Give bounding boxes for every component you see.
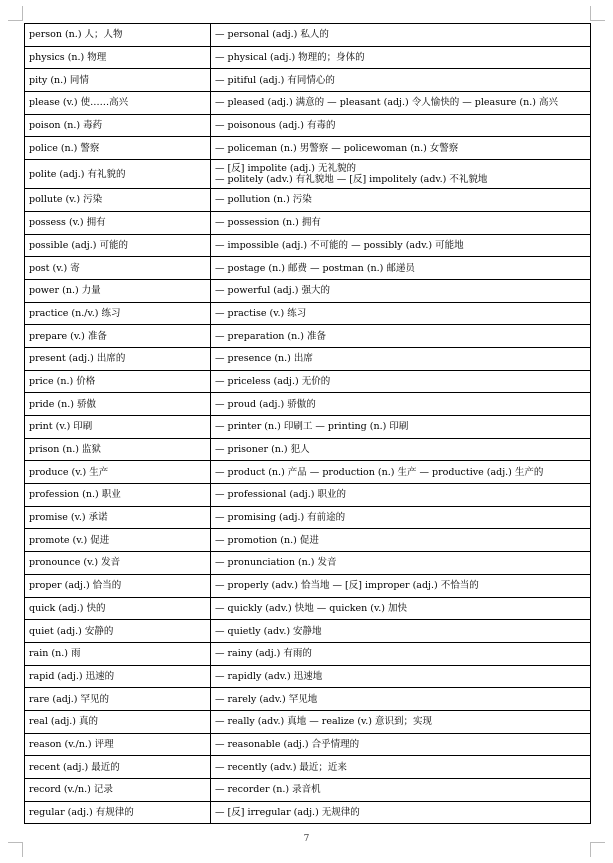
derived-forms-cell: — poisonous (adj.) 有毒的: [211, 114, 591, 137]
word-cell: prison (n.) 监狱: [25, 438, 211, 461]
table-row: [25, 69, 591, 92]
derived-forms-cell: — properly (adv.) 恰当地 — [反] improper (adj.) 不恰当的: [211, 574, 591, 597]
word-cell: post (v.) 寄: [25, 257, 211, 280]
derived-forms-cell: — possession (n.) 拥有: [211, 211, 591, 234]
table-row: [25, 461, 591, 484]
derived-forms-cell: — reasonable (adj.) 合乎情理的: [211, 733, 591, 756]
word-cell: rapid (adj.) 迅速的: [25, 665, 211, 688]
word-cell: possible (adj.) 可能的: [25, 234, 211, 257]
word-cell: physics (n.) 物理: [25, 46, 211, 69]
word-cell: poison (n.) 毒药: [25, 114, 211, 137]
table-row: [25, 114, 591, 137]
table-row: [25, 46, 591, 69]
word-cell: pride (n.) 骄傲: [25, 393, 211, 416]
word-cell: print (v.) 印刷: [25, 416, 211, 439]
table-row: [25, 574, 591, 597]
derived-forms-cell: — product (n.) 产品 — production (n.) 生产 — productive (adj.) 生产的: [211, 461, 591, 484]
derived-forms-cell: — impossible (adj.) 不可能的 — possibly (adv.) 可能地: [211, 234, 591, 257]
derived-forms-cell: — postage (n.) 邮费 — postman (n.) 邮递员: [211, 257, 591, 280]
derived-forms-cell: — recently (adv.) 最近；近来: [211, 756, 591, 779]
table-row: [25, 92, 591, 115]
derived-line: — politely (adv.) 有礼貌地 — [反] impolitely (adv.) 不礼貌地: [215, 174, 488, 186]
table-row: [25, 325, 591, 348]
derived-forms-cell: — pitiful (adj.) 有同情心的: [211, 69, 591, 92]
word-cell: pollute (v.) 污染: [25, 189, 211, 212]
word-cell: please (v.) 使……高兴: [25, 92, 211, 115]
word-cell: present (adj.) 出席的: [25, 347, 211, 370]
word-cell: person (n.) 人；人物: [25, 24, 211, 47]
derived-forms-cell: — proud (adj.) 骄傲的: [211, 393, 591, 416]
vocabulary-table-body: [25, 24, 591, 824]
table-row: [25, 234, 591, 257]
table-row: [25, 160, 591, 189]
word-cell: police (n.) 警察: [25, 137, 211, 160]
derived-forms-cell: — physical (adj.) 物理的；身体的: [211, 46, 591, 69]
table-row: [25, 257, 591, 280]
derived-forms-cell: — quickly (adv.) 快地 — quicken (v.) 加快: [211, 597, 591, 620]
table-row: [25, 801, 591, 824]
word-cell: reason (v./n.) 评理: [25, 733, 211, 756]
derived-forms-cell: — priceless (adj.) 无价的: [211, 370, 591, 393]
derived-forms-cell: — printer (n.) 印刷工 — printing (n.) 印刷: [211, 416, 591, 439]
word-cell: price (n.) 价格: [25, 370, 211, 393]
crop-mark-top-left: [8, 6, 23, 21]
table-row: [25, 552, 591, 575]
word-cell: regular (adj.) 有规律的: [25, 801, 211, 824]
table-row: [25, 710, 591, 733]
table-row: [25, 484, 591, 507]
table-row: [25, 779, 591, 802]
table-row: [25, 24, 591, 47]
word-cell: quiet (adj.) 安静的: [25, 620, 211, 643]
derived-forms-cell: — powerful (adj.) 强大的: [211, 279, 591, 302]
derived-forms-cell: — rapidly (adv.) 迅速地: [211, 665, 591, 688]
table-row: [25, 279, 591, 302]
crop-mark-bottom-left: [8, 842, 23, 857]
derived-forms-cell: — preparation (n.) 准备: [211, 325, 591, 348]
table-row: [25, 189, 591, 212]
derived-forms-cell: — really (adv.) 真地 — realize (v.) 意识到；实现: [211, 710, 591, 733]
crop-mark-top-right: [590, 6, 605, 21]
table-row: [25, 506, 591, 529]
page-number: 7: [303, 834, 310, 844]
crop-mark-bottom-right: [590, 842, 605, 857]
word-cell: possess (v.) 拥有: [25, 211, 211, 234]
table-row: [25, 302, 591, 325]
word-cell: practice (n./v.) 练习: [25, 302, 211, 325]
table-row: [25, 665, 591, 688]
word-cell: power (n.) 力量: [25, 279, 211, 302]
word-cell: quick (adj.) 快的: [25, 597, 211, 620]
derived-forms-cell: — pronunciation (n.) 发音: [211, 552, 591, 575]
word-cell: record (v./n.) 记录: [25, 779, 211, 802]
derived-forms-cell: — promotion (n.) 促进: [211, 529, 591, 552]
word-cell: proper (adj.) 恰当的: [25, 574, 211, 597]
derived-forms-cell: — [反] irregular (adj.) 无规律的: [211, 801, 591, 824]
derived-forms-cell: — practise (v.) 练习: [211, 302, 591, 325]
derived-forms-cell: — policeman (n.) 男警察 — policewoman (n.) 女警察: [211, 137, 591, 160]
derived-forms-cell: — promising (adj.) 有前途的: [211, 506, 591, 529]
table-row: [25, 756, 591, 779]
table-row: [25, 688, 591, 711]
word-cell: promote (v.) 促进: [25, 529, 211, 552]
derived-forms-cell: — pollution (n.) 污染: [211, 189, 591, 212]
word-cell: rare (adj.) 罕见的: [25, 688, 211, 711]
derived-forms-cell: — pleased (adj.) 满意的 — pleasant (adj.) 令人愉快的 — pleasure (n.) 高兴: [211, 92, 591, 115]
table-row: [25, 733, 591, 756]
table-row: [25, 347, 591, 370]
word-cell: promise (v.) 承诺: [25, 506, 211, 529]
table-row: [25, 438, 591, 461]
word-cell: produce (v.) 生产: [25, 461, 211, 484]
derived-forms-cell: — presence (n.) 出席: [211, 347, 591, 370]
table-row: [25, 393, 591, 416]
word-cell: recent (adj.) 最近的: [25, 756, 211, 779]
word-cell: pity (n.) 同情: [25, 69, 211, 92]
vocabulary-table: [24, 23, 591, 824]
table-row: [25, 211, 591, 234]
word-cell: rain (n.) 雨: [25, 642, 211, 665]
table-row: [25, 642, 591, 665]
derived-forms-cell: — rarely (adv.) 罕见地: [211, 688, 591, 711]
derived-forms-cell: — personal (adj.) 私人的: [211, 24, 591, 47]
derived-forms-cell: — recorder (n.) 录音机: [211, 779, 591, 802]
table-row: [25, 529, 591, 552]
word-cell: profession (n.) 职业: [25, 484, 211, 507]
table-row: [25, 416, 591, 439]
derived-forms-cell: [211, 160, 591, 189]
derived-forms-cell: — prisoner (n.) 犯人: [211, 438, 591, 461]
derived-forms-cell: — professional (adj.) 职业的: [211, 484, 591, 507]
word-cell: real (adj.) 真的: [25, 710, 211, 733]
derived-line: — [反] impolite (adj.) 无礼貌的: [215, 163, 356, 175]
table-row: [25, 597, 591, 620]
table-row: [25, 370, 591, 393]
table-row: [25, 620, 591, 643]
table-row: [25, 137, 591, 160]
word-cell: prepare (v.) 准备: [25, 325, 211, 348]
derived-forms-cell: — rainy (adj.) 有雨的: [211, 642, 591, 665]
word-cell: pronounce (v.) 发音: [25, 552, 211, 575]
derived-forms-cell: — quietly (adv.) 安静地: [211, 620, 591, 643]
word-cell: polite (adj.) 有礼貌的: [25, 160, 211, 189]
